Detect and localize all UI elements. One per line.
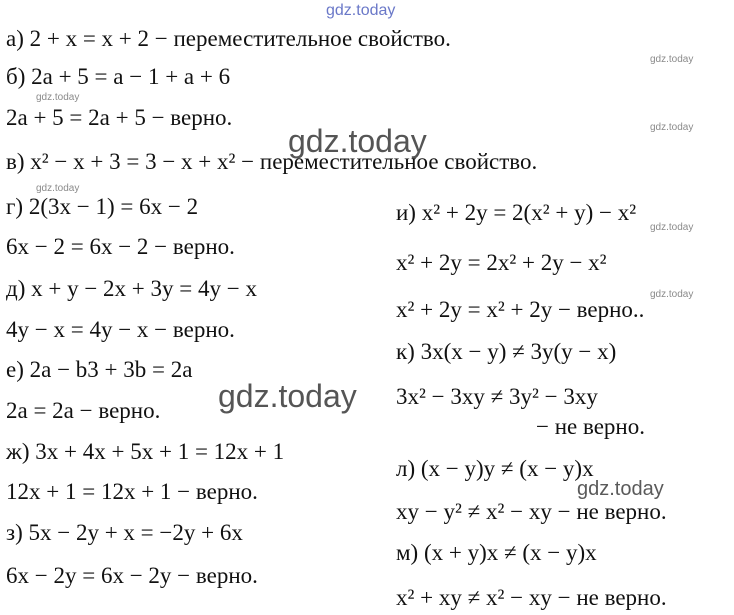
watermark-small: gdz.today bbox=[650, 222, 694, 233]
watermark-large: gdz.today bbox=[288, 123, 427, 159]
task-d-line: д) x + y − 2x + 3y = 4y − x bbox=[6, 276, 257, 301]
task-e-result: 2a = 2a − верно. bbox=[6, 398, 161, 423]
task-zh-result: 12x + 1 = 12x + 1 − верно. bbox=[6, 479, 258, 504]
task-l-line: л) (x − y)y ≠ (x − y)x bbox=[396, 456, 594, 481]
watermark-small: gdz.today bbox=[36, 92, 80, 103]
task-z-line: з) 5x − 2y + x = −2y + 6x bbox=[6, 520, 243, 545]
task-a-line: а) 2 + x = x + 2 − переместительное свойство. bbox=[6, 26, 451, 51]
task-g-line: г) 2(3x − 1) = 6x − 2 bbox=[6, 194, 199, 219]
task-v-line: в) x² − x + 3 = 3 − x + x² − переместительное свойство. bbox=[6, 149, 538, 174]
task-i-step: x² + 2y = 2x² + 2y − x² bbox=[396, 250, 607, 275]
task-k-step: 3x² − 3xy ≠ 3y² − 3xy bbox=[396, 384, 598, 409]
task-z-result: 6x − 2y = 6x − 2y − верно. bbox=[6, 563, 258, 588]
task-m-result: x² + xy ≠ x² − xy − не верно. bbox=[396, 585, 667, 610]
task-b-line: б) 2a + 5 = a − 1 + a + 6 bbox=[6, 64, 231, 89]
task-g-result: 6x − 2 = 6x − 2 − верно. bbox=[6, 234, 235, 259]
watermark-medium: gdz.today bbox=[577, 478, 664, 500]
watermark-large: gdz.today bbox=[218, 378, 357, 414]
watermark-small: gdz.today bbox=[36, 183, 80, 194]
watermark-small: gdz.today bbox=[650, 122, 694, 133]
watermark-small: gdz.today bbox=[650, 289, 694, 300]
watermark-top: gdz.today bbox=[326, 2, 396, 19]
watermark-small: gdz.today bbox=[650, 54, 694, 65]
task-l-result: xy − y² ≠ x² − xy − не верно. bbox=[396, 499, 667, 524]
task-zh-line: ж) 3x + 4x + 5x + 1 = 12x + 1 bbox=[6, 439, 285, 464]
task-i-result: x² + 2y = x² + 2y − верно.. bbox=[396, 297, 645, 322]
task-i-line: и) x² + 2y = 2(x² + y) − x² bbox=[396, 200, 637, 225]
task-e-line: е) 2a − b3 + 3b = 2a bbox=[6, 357, 193, 382]
task-b-result: 2a + 5 = 2a + 5 − верно. bbox=[6, 105, 233, 130]
task-d-result: 4y − x = 4y − x − верно. bbox=[6, 317, 235, 342]
task-m-line: м) (x + y)x ≠ (x − y)x bbox=[396, 540, 597, 565]
task-k-result: − не верно. bbox=[536, 414, 645, 439]
task-k-line: к) 3x(x − y) ≠ 3y(y − x) bbox=[396, 339, 617, 364]
